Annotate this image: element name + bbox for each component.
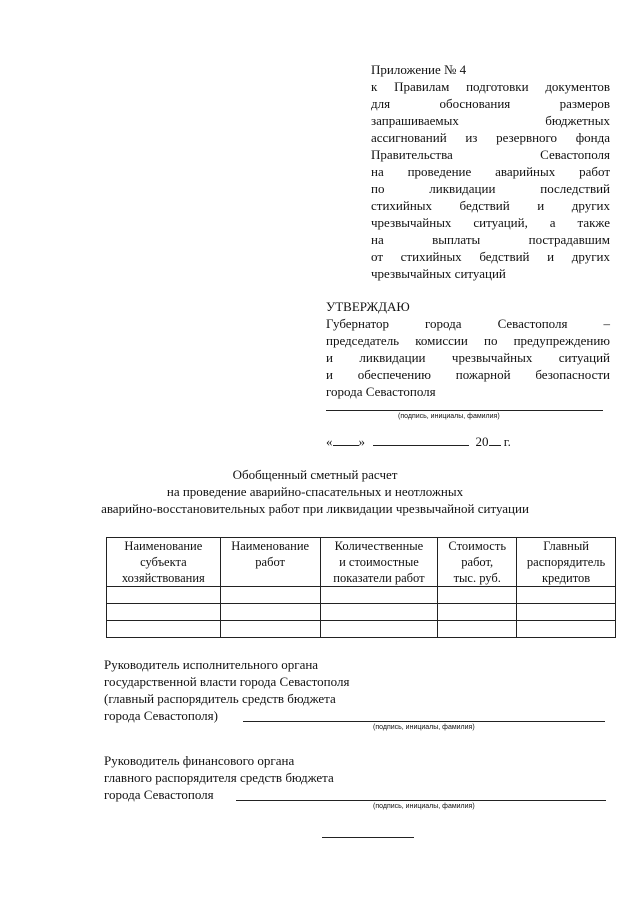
doc-title	[80, 466, 550, 517]
approval-line: города Севастополя	[326, 384, 436, 399]
signature-blank-executive	[243, 721, 605, 722]
date-year-blank	[489, 434, 501, 446]
table-header-row	[107, 538, 616, 587]
appendix-line: стихийных бедствий и других	[371, 198, 610, 213]
signature-line: города Севастополя	[104, 787, 214, 802]
signature-line: Руководитель финансового органа	[104, 753, 295, 768]
date-day-blank	[333, 434, 359, 446]
col-header-entity: Наименование субъекта хозяйствования	[107, 538, 221, 587]
approval-signature-caption: (подпись, инициалы, фамилия)	[398, 413, 500, 420]
appendix-line: от стихийных бедствий и других	[371, 249, 610, 264]
doc-title-line: аварийно-восстановительных работ при ликвидации чрезвычайной ситуации	[101, 501, 529, 516]
estimate-table	[106, 537, 616, 638]
doc-title-line: на проведение аварийно-спасательных и неотложных	[166, 484, 464, 499]
approval-line: председатель комиссии по предупреждению	[326, 333, 610, 348]
signature-caption-executive: (подпись, инициалы, фамилия)	[373, 724, 475, 731]
appendix-title: Приложение № 4	[371, 62, 467, 77]
appendix-line: к Правилам подготовки документов	[371, 79, 610, 94]
signature-line: Руководитель исполнительного органа	[104, 657, 319, 672]
doc-title-line: Обобщенный сметный расчет	[232, 467, 398, 482]
signature-blank-finance	[236, 800, 606, 801]
signature-block-executive	[104, 656, 349, 724]
appendix-line: чрезвычайных ситуаций, а также	[371, 215, 610, 230]
col-header-manager: Главный распорядитель кредитов	[517, 538, 616, 587]
closing-divider	[322, 837, 414, 838]
signature-line: (главный распорядитель средств бюджета	[104, 691, 336, 706]
appendix-line: на выплаты пострадавшим	[371, 232, 610, 247]
approval-heading: УТВЕРЖДАЮ	[326, 299, 410, 314]
col-header-indicators: Количественные и стоимостные показатели работ	[320, 538, 438, 587]
appendix-line: по ликвидации последствий	[371, 181, 610, 196]
approval-line: Губернатор города Севастополя –	[326, 316, 610, 331]
appendix-line: для обоснования размеров	[371, 96, 610, 111]
date-suffix: г.	[503, 434, 511, 449]
approval-line: и обеспечению пожарной безопасности	[326, 367, 610, 382]
signature-line: города Севастополя)	[104, 708, 218, 723]
date-month-blank	[373, 434, 469, 446]
signature-line: государственной власти города Севастополя	[104, 674, 350, 689]
approval-line: и ликвидации чрезвычайных ситуаций	[326, 350, 610, 365]
table-row	[107, 621, 616, 638]
appendix-line: чрезвычайных ситуаций	[371, 266, 506, 281]
signature-block-finance	[104, 752, 334, 803]
signature-caption-finance: (подпись, инициалы, фамилия)	[373, 803, 475, 810]
date-open-quote: «	[326, 434, 333, 449]
appendix-text	[371, 78, 610, 282]
date-year: 20	[475, 434, 489, 449]
table-row	[107, 587, 616, 604]
appendix-line: на проведение аварийных работ	[371, 164, 610, 179]
approval-signature-line	[326, 410, 603, 411]
approval-date	[326, 433, 511, 450]
col-header-works: Наименование работ	[220, 538, 320, 587]
table-row	[107, 604, 616, 621]
approval-text	[326, 315, 610, 400]
appendix-line: Правительства Севастополя	[371, 147, 610, 162]
col-header-cost: Стоимость работ, тыс. руб.	[438, 538, 517, 587]
date-close-quote: »	[358, 434, 365, 449]
appendix-line: ассигнований из резервного фонда	[371, 130, 610, 145]
signature-line: главного распорядителя средств бюджета	[104, 770, 334, 785]
appendix-line: запрашиваемых бюджетных	[371, 113, 610, 128]
